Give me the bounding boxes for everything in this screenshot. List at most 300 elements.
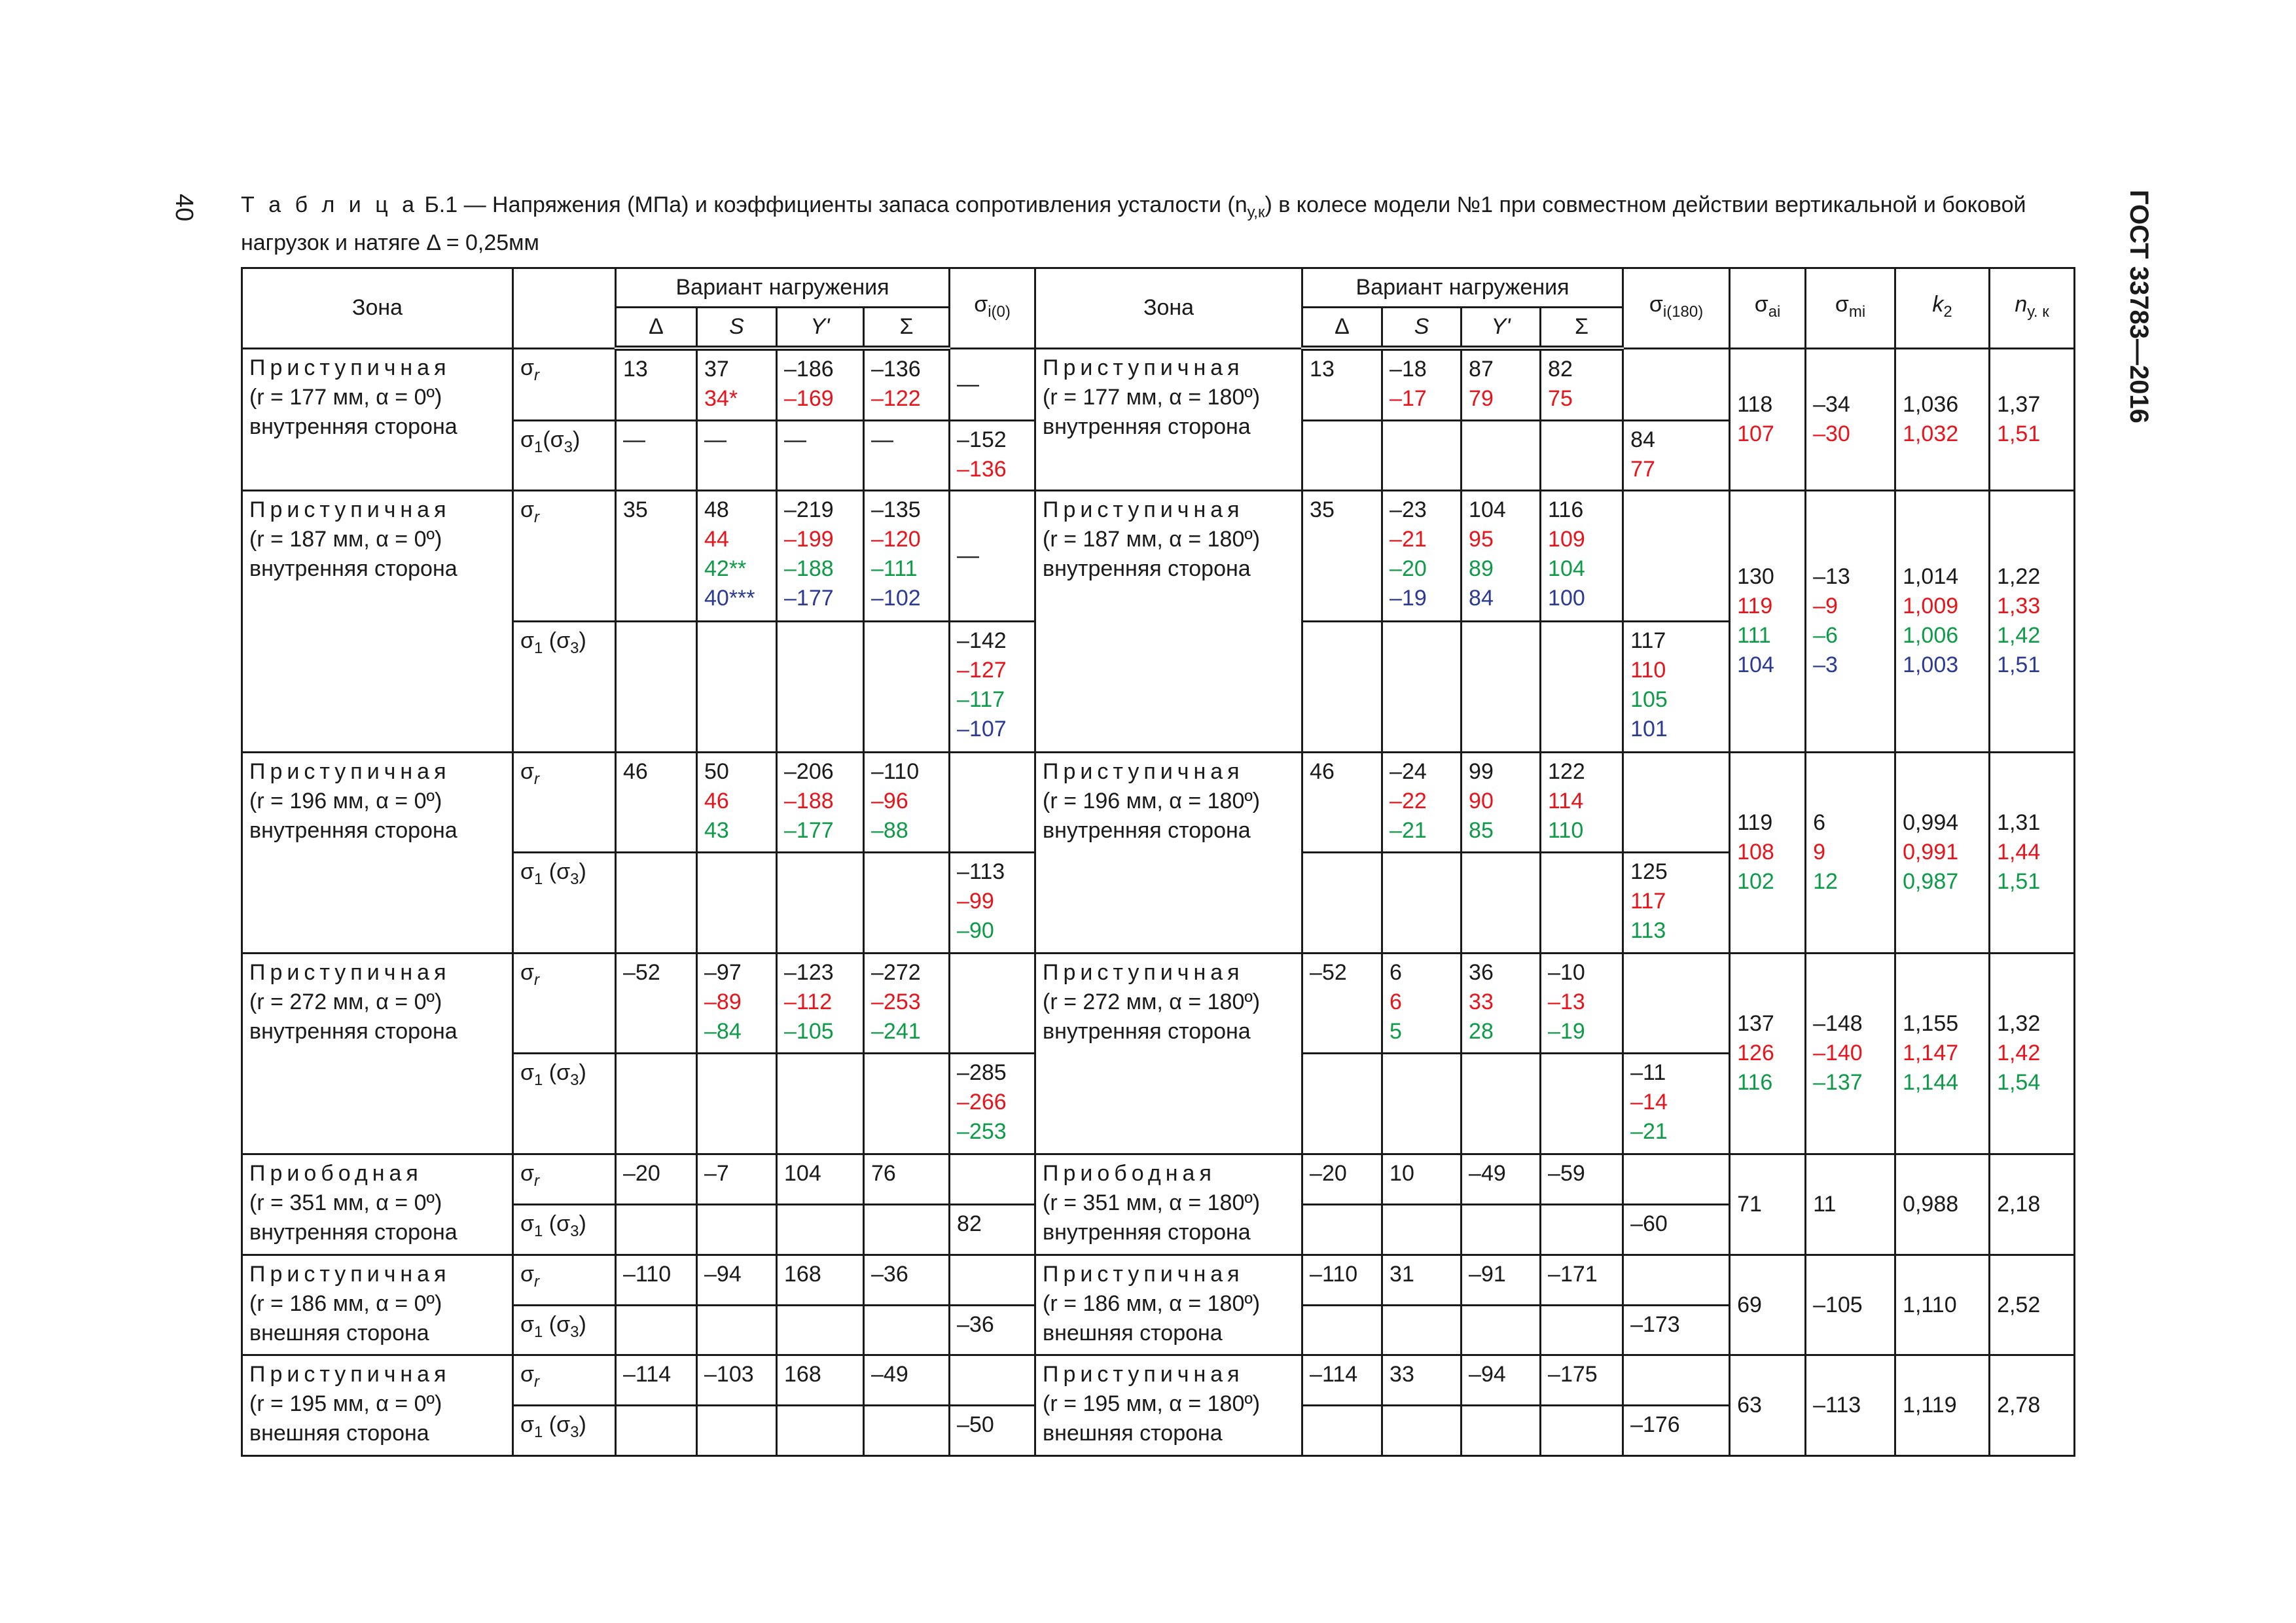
- cell-s-0-s1: [697, 1406, 777, 1456]
- zone-cell-0: [242, 752, 513, 953]
- cell-delta-180-value: 35: [1310, 497, 1335, 523]
- cell-s-180: [1382, 953, 1462, 1054]
- cell-y-180-value: 104: [1469, 497, 1506, 523]
- cell-delta-0-value: 13: [623, 357, 648, 382]
- cell-sigma-i180-s1-value: 105: [1630, 687, 1668, 712]
- cell-sigma-i180-s1-value: –176: [1630, 1412, 1680, 1438]
- zone-title: Приободная: [1043, 1161, 1216, 1186]
- cell-n-value: 1,54: [1997, 1070, 2041, 1096]
- standard-designation: ГОСТ 33783—2016: [2125, 190, 2153, 423]
- cell-s-180: [1382, 1154, 1462, 1205]
- zone-side: внутренняя сторона: [249, 556, 457, 582]
- cell-s-0-s1: [697, 621, 777, 752]
- cell-sum-0-s1: [864, 1204, 950, 1255]
- zone-params: (r = 177 мм, α = 0º): [249, 384, 442, 410]
- cell-sum-180-value: 122: [1548, 758, 1585, 784]
- cell-y-180-value: –94: [1469, 1362, 1506, 1387]
- cell-sum-180-s1: [1541, 853, 1623, 954]
- cell-y-0: [777, 953, 864, 1054]
- cell-sigma-mi: [1806, 491, 1895, 752]
- cell-delta-0: [616, 752, 697, 853]
- cell-sum-180-value: –13: [1548, 989, 1585, 1014]
- cell-sigma-mi: [1806, 1355, 1895, 1456]
- zone-side: внешняя сторона: [249, 1320, 429, 1346]
- cell-y-180-value: 87: [1469, 357, 1494, 382]
- cell-sigma-i180-s1-value: 101: [1630, 716, 1668, 741]
- cell-s-0-value: –84: [704, 1018, 742, 1044]
- cell-sum-0-value: –135: [871, 497, 921, 523]
- table-row: [242, 1154, 2075, 1205]
- cell-s-0-value: 37: [704, 357, 729, 382]
- zone-params: (r = 195 мм, α = 0º): [249, 1391, 442, 1417]
- cell-sigma-i0-s1-value: 82: [957, 1211, 982, 1236]
- header-k2: $k_2$: [1895, 268, 1990, 349]
- cell-sum-180-value: 104: [1548, 556, 1585, 582]
- cell-sigma-i0-s1: [950, 1305, 1035, 1355]
- cell-y-0-value: –169: [784, 386, 834, 411]
- cell-y-180-s1: [1462, 853, 1541, 954]
- cell-s-180-s1: [1382, 1054, 1462, 1154]
- cell-sum-180-s1: [1541, 1305, 1623, 1355]
- cell-delta-180-value: 13: [1310, 357, 1335, 382]
- zone-params: (r = 272 мм, α = 0º): [249, 989, 442, 1014]
- zone-cell-180: [1035, 752, 1302, 953]
- cell-sigma-mi-value: –30: [1813, 421, 1850, 446]
- zone-cell-0: [242, 1255, 513, 1355]
- cell-sigma-ai: [1730, 491, 1806, 752]
- cell-sum-180-s1: [1541, 1406, 1623, 1456]
- cell-s-180-s1: [1382, 420, 1462, 491]
- cell-y-180-s1: [1462, 1305, 1541, 1355]
- zone-side: внутренняя сторона: [249, 414, 457, 439]
- cell-sigma-ai-value: 104: [1737, 652, 1774, 678]
- cell-y-0-value: –188: [784, 556, 834, 582]
- cell-s-0-value: –94: [704, 1261, 742, 1287]
- cell-y-0-value: 168: [784, 1362, 821, 1387]
- cell-sigma-i180-r: [1623, 953, 1730, 1054]
- cell-s-0: [697, 752, 777, 853]
- cell-k2-value: 1,155: [1903, 1011, 1959, 1037]
- cell-sigma-ai: [1730, 1154, 1806, 1255]
- cell-sigma-ai-value: 69: [1737, 1292, 1762, 1317]
- cell-sum-0: [864, 752, 950, 853]
- cell-delta-180-value: –114: [1310, 1362, 1358, 1387]
- cell-s-0: [697, 1355, 777, 1406]
- header-sigma-i0: $\sigma_{i(0)}$: [950, 268, 1035, 349]
- cell-sum-180-s1: [1541, 621, 1623, 752]
- sigma-r-label: $\sigma_r$: [513, 752, 616, 853]
- cell-sum-180-value: 109: [1548, 527, 1585, 552]
- cell-y-0-s1: [777, 621, 864, 752]
- zone-params: (r = 272 мм, α = 180º): [1043, 989, 1261, 1014]
- sigma-1-label: $\sigma_1$ $(\sigma_3)$: [513, 1406, 616, 1456]
- cell-y-0-value: –177: [784, 586, 834, 611]
- table-row: [242, 348, 2075, 420]
- cell-n: [1990, 1154, 2075, 1255]
- cell-k2-value: 1,110: [1903, 1292, 1957, 1317]
- cell-sigma-ai: [1730, 1255, 1806, 1355]
- cell-sum-0-value: –120: [871, 527, 921, 552]
- cell-sigma-i180-r: [1623, 1355, 1730, 1406]
- cell-s-0: [697, 491, 777, 622]
- cell-sigma-mi-value: –148: [1813, 1011, 1863, 1037]
- zone-title: Приступичная: [249, 959, 451, 985]
- cell-delta-180: [1302, 752, 1382, 853]
- cell-y-180: [1462, 1355, 1541, 1406]
- cell-s-0-value: 42**: [704, 556, 747, 582]
- cell-delta-0-s1: [616, 853, 697, 954]
- cell-y-180-s1: [1462, 1054, 1541, 1154]
- cell-sigma-i0-r-value: —: [957, 543, 980, 568]
- cell-sum-0-s1: [864, 1054, 950, 1154]
- cell-y-180-value: –91: [1469, 1261, 1506, 1287]
- cell-sigma-i0-s1-value: –127: [957, 657, 1007, 683]
- cell-sum-0-value: –122: [871, 386, 921, 411]
- cell-s-180: [1382, 752, 1462, 853]
- cell-sigma-ai-value: 71: [1737, 1191, 1762, 1217]
- cell-delta-180: [1302, 1154, 1382, 1205]
- cell-sigma-i0-s1: [950, 853, 1035, 954]
- sigma-r-label: $\sigma_r$: [513, 953, 616, 1054]
- cell-sum-0-value: –110: [871, 758, 920, 784]
- cell-s-180-s1: [1382, 853, 1462, 954]
- cell-delta-180-s1: [1302, 1305, 1382, 1355]
- cell-y-0-value: 168: [784, 1261, 821, 1287]
- cell-sum-0-value: –253: [871, 989, 921, 1014]
- cell-delta-180-value: 46: [1310, 758, 1335, 784]
- zone-title: Приступичная: [1043, 1261, 1244, 1287]
- cell-s-0-value: –103: [704, 1362, 754, 1387]
- cell-n-value: 2,78: [1997, 1393, 2041, 1418]
- cell-y-0-value: –186: [784, 357, 834, 382]
- cell-sum-0-value: –241: [871, 1018, 921, 1044]
- zone-title: Приступичная: [249, 355, 451, 380]
- cell-sigma-mi-value: 12: [1813, 869, 1838, 895]
- cell-y-0-value: –177: [784, 817, 834, 843]
- cell-sum-0-value: –136: [871, 357, 921, 382]
- cell-sigma-i180-s1: [1623, 853, 1730, 954]
- zone-params: (r = 195 мм, α = 180º): [1043, 1391, 1261, 1417]
- header-delta-180: Δ: [1302, 308, 1382, 349]
- cell-s-180-value: –23: [1390, 497, 1427, 523]
- zone-side: внутренняя сторона: [1043, 556, 1251, 582]
- cell-sigma-ai-value: 119: [1737, 810, 1773, 836]
- header-blank: [513, 268, 616, 349]
- cell-k2-value: 1,036: [1903, 391, 1959, 417]
- cell-sigma-i180-s1-value: –21: [1630, 1119, 1668, 1145]
- cell-sigma-mi-value: –3: [1813, 652, 1838, 678]
- cell-sigma-mi-value: 9: [1813, 840, 1825, 865]
- cell-sigma-i0-r: [950, 348, 1035, 420]
- cell-sigma-i180-s1-value: 110: [1630, 657, 1666, 683]
- cell-n-value: 1,44: [1997, 840, 2041, 865]
- cell-sigma-i0-s1: [950, 420, 1035, 491]
- cell-sigma-ai: [1730, 953, 1806, 1154]
- cell-sum-0: [864, 1255, 950, 1305]
- zone-title: Приступичная: [249, 497, 451, 523]
- cell-sigma-ai-value: 137: [1737, 1011, 1774, 1037]
- cell-y-180-value: 84: [1469, 586, 1494, 611]
- cell-sigma-mi-value: –6: [1813, 623, 1838, 649]
- cell-n-value: 1,22: [1997, 564, 2041, 590]
- cell-y-0: [777, 1355, 864, 1406]
- cell-y-0-value: 104: [784, 1161, 821, 1186]
- cell-s-0: [697, 348, 777, 420]
- cell-sigma-i180-r: [1623, 1154, 1730, 1205]
- cell-sum-0: [864, 491, 950, 622]
- cell-sum-0-value: –111: [871, 556, 918, 582]
- cell-s-0-value: –7: [704, 1161, 729, 1186]
- cell-k2-value: 0,988: [1903, 1191, 1959, 1217]
- cell-sigma-i0-s1-value: –253: [957, 1119, 1007, 1145]
- cell-sigma-mi: [1806, 1154, 1895, 1255]
- cell-s-180-value: 31: [1390, 1261, 1414, 1287]
- cell-y-180-value: 89: [1469, 556, 1494, 582]
- cell-sigma-i180-s1: [1623, 1204, 1730, 1255]
- cell-sigma-i180-s1: [1623, 1054, 1730, 1154]
- header-sum-0: Σ: [864, 308, 950, 349]
- header-n: $n_{у. к}$: [1990, 268, 2075, 349]
- cell-n: [1990, 752, 2075, 953]
- cell-y-180-value: 79: [1469, 386, 1494, 411]
- cell-delta-180: [1302, 953, 1382, 1054]
- sigma-r-label: $\sigma_r$: [513, 1355, 616, 1406]
- sigma-1-label: $\sigma_1(\sigma_3)$: [513, 420, 616, 491]
- cell-sum-180-s1: [1541, 1054, 1623, 1154]
- cell-sigma-i0-s1-value: –90: [957, 918, 994, 944]
- cell-k2: [1895, 1255, 1990, 1355]
- cell-k2: [1895, 752, 1990, 953]
- cell-y-180-value: 36: [1469, 959, 1494, 985]
- cell-delta-180-s1: [1302, 1054, 1382, 1154]
- cell-sum-0-s1: [864, 1305, 950, 1355]
- zone-params: (r = 186 мм, α = 180º): [1043, 1291, 1261, 1316]
- caption-prefix: Т а б л и ц а: [241, 192, 419, 217]
- cell-sigma-i180-s1-value: –60: [1630, 1211, 1668, 1236]
- cell-sigma-ai-value: 108: [1737, 840, 1774, 865]
- cell-sum-180-value: –59: [1548, 1161, 1585, 1186]
- cell-sum-0-s1: [864, 420, 950, 491]
- page-number: 40: [170, 194, 198, 222]
- zone-side: внешняя сторона: [249, 1421, 429, 1446]
- cell-k2: [1895, 953, 1990, 1154]
- cell-s-0-value: 50: [704, 758, 729, 784]
- header-sigma-i180: $\sigma_{i(180)}$: [1623, 268, 1730, 349]
- cell-sigma-mi-value: 6: [1813, 810, 1825, 836]
- cell-delta-180: [1302, 1255, 1382, 1305]
- stress-table: [241, 267, 2075, 1457]
- cell-s-180-value: –20: [1390, 556, 1427, 582]
- cell-k2: [1895, 1154, 1990, 1255]
- cell-y-180: [1462, 348, 1541, 420]
- cell-s-0-s1: [697, 1204, 777, 1255]
- zone-cell-0: [242, 348, 513, 491]
- cell-delta-0-s1: [616, 1406, 697, 1456]
- zone-title: Приступичная: [249, 1261, 451, 1287]
- table-row: [242, 752, 2075, 853]
- cell-sigma-i0-r: [950, 1255, 1035, 1305]
- table-row: [242, 1355, 2075, 1406]
- zone-params: (r = 351 мм, α = 0º): [249, 1190, 442, 1216]
- cell-sum-180: [1541, 1255, 1623, 1305]
- cell-y-0: [777, 491, 864, 622]
- cell-s-0-value: 46: [704, 788, 729, 813]
- cell-sum-180: [1541, 953, 1623, 1054]
- cell-y-180-value: 90: [1469, 788, 1494, 813]
- cell-sigma-mi: [1806, 752, 1895, 953]
- caption-text: Б.1 — Напряжения (МПа) и коэффициенты запаса сопротивления усталости (n: [418, 192, 1247, 217]
- cell-s-180: [1382, 1255, 1462, 1305]
- cell-sigma-i0-s1: [950, 621, 1035, 752]
- cell-s-180-value: –17: [1390, 386, 1427, 411]
- header-variant-0: Вариант нагружения: [616, 268, 950, 308]
- cell-y-0: [777, 752, 864, 853]
- caption-sub: у,к: [1247, 203, 1265, 221]
- cell-delta-180: [1302, 348, 1382, 420]
- cell-sum-0: [864, 1154, 950, 1205]
- cell-sum-0-s1-value: —: [871, 427, 893, 452]
- cell-sum-180-value: –10: [1548, 959, 1585, 985]
- header-row-1: [242, 268, 2075, 308]
- header-delta-0: Δ: [616, 308, 697, 349]
- cell-y-0: [777, 348, 864, 420]
- cell-delta-0-value: –20: [623, 1161, 660, 1186]
- cell-sigma-i180-s1-value: –14: [1630, 1090, 1668, 1115]
- cell-sum-180-value: 82: [1548, 357, 1573, 382]
- zone-params: (r = 187 мм, α = 180º): [1043, 527, 1261, 552]
- cell-sigma-mi-value: –105: [1813, 1292, 1863, 1317]
- cell-s-180: [1382, 491, 1462, 622]
- cell-y-180-value: 95: [1469, 527, 1494, 552]
- cell-sigma-mi-value: –34: [1813, 391, 1850, 417]
- cell-s-0-s1: [697, 853, 777, 954]
- header-sum-180: Σ: [1541, 308, 1623, 349]
- cell-y-180-value: 28: [1469, 1018, 1494, 1044]
- cell-sigma-i0-s1-value: –99: [957, 889, 994, 914]
- cell-k2-value: 0,994: [1903, 810, 1959, 836]
- cell-s-180-value: –18: [1390, 357, 1427, 382]
- cell-s-0: [697, 953, 777, 1054]
- cell-sigma-i180-s1-value: 125: [1630, 859, 1668, 885]
- sigma-1-label: $\sigma_1$ $(\sigma_3)$: [513, 1054, 616, 1154]
- cell-y-0-s1: [777, 420, 864, 491]
- cell-sigma-ai: [1730, 348, 1806, 491]
- cell-sigma-ai-value: 118: [1737, 391, 1773, 417]
- cell-sigma-i0-s1-value: –136: [957, 456, 1007, 482]
- zone-title: Приступичная: [1043, 355, 1244, 380]
- zone-side: внешняя сторона: [1043, 1320, 1223, 1346]
- cell-y-180: [1462, 953, 1541, 1054]
- cell-sum-0-s1: [864, 1406, 950, 1456]
- cell-s-0-s1: [697, 1305, 777, 1355]
- cell-sigma-i0-s1-value: –142: [957, 628, 1007, 653]
- cell-sigma-i180-s1: [1623, 420, 1730, 491]
- table-body: [242, 348, 2075, 1456]
- zone-cell-180: [1035, 1154, 1302, 1255]
- cell-y-180-value: 99: [1469, 758, 1494, 784]
- zone-params: (r = 351 мм, α = 180º): [1043, 1190, 1261, 1216]
- zone-params: (r = 196 мм, α = 180º): [1043, 788, 1261, 813]
- cell-sigma-i180-s1-value: 77: [1630, 456, 1655, 482]
- cell-y-180-value: 85: [1469, 817, 1494, 843]
- zone-side: внутренняя сторона: [1043, 1220, 1251, 1245]
- table-caption: [241, 190, 2073, 258]
- cell-delta-0-value: 46: [623, 758, 648, 784]
- cell-k2-value: 1,119: [1903, 1393, 1957, 1418]
- cell-delta-180-s1: [1302, 621, 1382, 752]
- cell-sum-0-value: –272: [871, 959, 921, 985]
- cell-s-180-s1: [1382, 621, 1462, 752]
- sigma-r-label: $\sigma_r$: [513, 1255, 616, 1305]
- cell-sigma-ai-value: 130: [1737, 564, 1774, 590]
- cell-sum-180-value: 116: [1548, 497, 1584, 523]
- cell-sigma-i180-s1-value: 84: [1630, 427, 1655, 452]
- cell-s-180-value: –21: [1390, 817, 1427, 843]
- cell-k2-value: 1,003: [1903, 652, 1959, 678]
- cell-sigma-i0-r-value: —: [957, 371, 980, 397]
- cell-n-value: 1,32: [1997, 1011, 2041, 1037]
- cell-k2-value: 0,987: [1903, 869, 1959, 895]
- sigma-r-label: $\sigma_r$: [513, 348, 616, 420]
- cell-delta-180: [1302, 1355, 1382, 1406]
- zone-side: внешняя сторона: [1043, 1421, 1223, 1446]
- sigma-r-label: $\sigma_r$: [513, 491, 616, 622]
- cell-sigma-i0-s1-value: –285: [957, 1060, 1007, 1086]
- header-y-0: Y': [777, 308, 864, 349]
- cell-sigma-i0-s1-value: –266: [957, 1090, 1007, 1115]
- cell-k2-value: 1,032: [1903, 421, 1959, 446]
- cell-s-180-value: 6: [1390, 989, 1402, 1014]
- cell-delta-0-s1: [616, 621, 697, 752]
- cell-sum-180-value: –19: [1548, 1018, 1585, 1044]
- cell-s-180-value: –19: [1390, 586, 1427, 611]
- cell-y-180-s1: [1462, 1406, 1541, 1456]
- zone-side: внутренняя сторона: [249, 1220, 457, 1245]
- cell-sigma-i180-s1-value: 117: [1630, 628, 1666, 653]
- cell-n: [1990, 953, 2075, 1154]
- cell-s-180: [1382, 348, 1462, 420]
- cell-sigma-i0-r: [950, 752, 1035, 853]
- cell-s-0-s1: [697, 420, 777, 491]
- cell-n-value: 1,51: [1997, 421, 2041, 446]
- cell-delta-180-value: –52: [1310, 959, 1347, 985]
- cell-n-value: 2,18: [1997, 1191, 2041, 1217]
- cell-k2-value: 1,006: [1903, 623, 1959, 649]
- cell-s-180-s1: [1382, 1406, 1462, 1456]
- cell-sum-180-value: 114: [1548, 788, 1584, 813]
- cell-delta-0-s1: [616, 1054, 697, 1154]
- cell-sigma-ai-value: 63: [1737, 1393, 1762, 1418]
- zone-side: внутренняя сторона: [1043, 817, 1251, 843]
- sigma-1-label: $\sigma_1$ $(\sigma_3)$: [513, 621, 616, 752]
- cell-s-0: [697, 1154, 777, 1205]
- cell-delta-180-s1: [1302, 1406, 1382, 1456]
- zone-cell-180: [1035, 491, 1302, 752]
- cell-sum-0-value: 76: [871, 1161, 896, 1186]
- cell-sigma-ai-value: 119: [1737, 594, 1773, 619]
- cell-k2-value: 1,014: [1903, 564, 1959, 590]
- zone-cell-0: [242, 1154, 513, 1255]
- cell-delta-0-value: –52: [623, 959, 660, 985]
- cell-sigma-i0-s1-value: –36: [957, 1311, 994, 1337]
- cell-sigma-ai-value: 107: [1737, 421, 1774, 446]
- cell-delta-0-s1: [616, 1305, 697, 1355]
- zone-cell-0: [242, 953, 513, 1154]
- cell-sigma-i180-s1: [1623, 1406, 1730, 1456]
- zone-title: Приступичная: [1043, 758, 1244, 784]
- zone-params: (r = 196 мм, α = 0º): [249, 788, 442, 813]
- cell-delta-0: [616, 953, 697, 1054]
